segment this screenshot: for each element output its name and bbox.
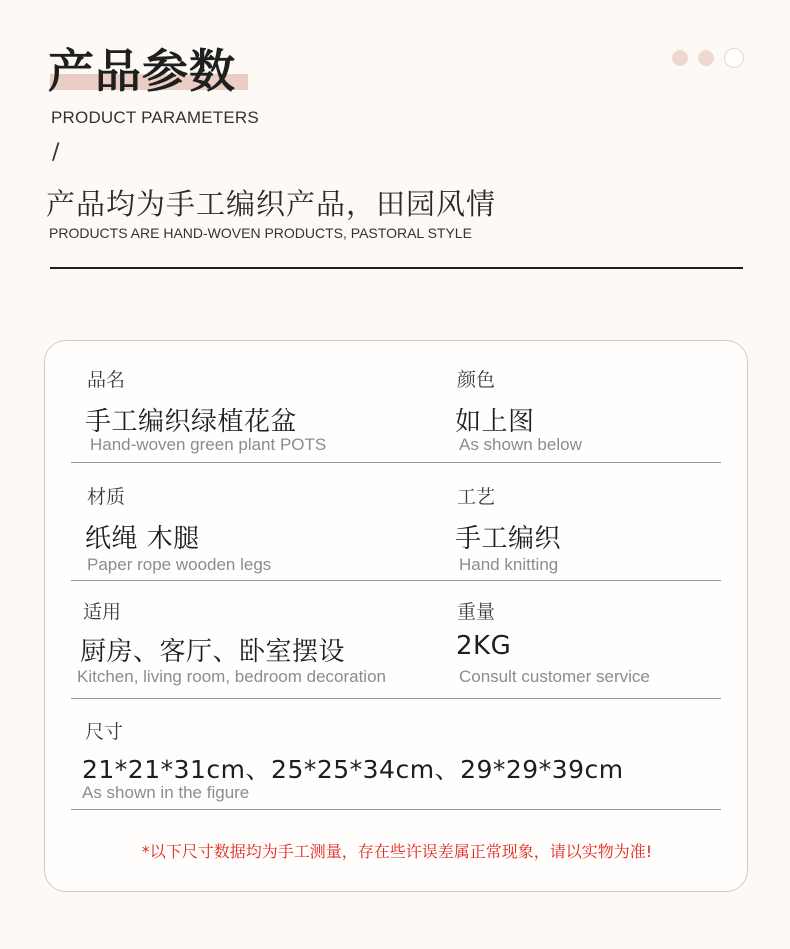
row-divider bbox=[71, 580, 721, 581]
row-divider bbox=[71, 462, 721, 463]
param-label-color: 颜色 bbox=[457, 369, 496, 391]
decorative-dots bbox=[672, 50, 744, 68]
param-value-craft-en: Hand knitting bbox=[459, 555, 559, 574]
param-value-size-en: As shown in the figure bbox=[82, 783, 250, 802]
header-divider bbox=[50, 267, 743, 269]
param-value-material: 纸绳 木腿 bbox=[85, 524, 200, 554]
param-value-usage-en: Kitchen, living room, bedroom decoration bbox=[77, 667, 386, 686]
measurement-note: *以下尺寸数据均为手工测量，存在些许误差属正常现象，请以实物为准! bbox=[141, 842, 653, 861]
dot-icon bbox=[698, 50, 714, 66]
param-value-name: 手工编织绿植花盆 bbox=[85, 407, 298, 437]
param-label-size: 尺寸 bbox=[85, 721, 124, 743]
parameters-card bbox=[44, 340, 748, 892]
subtitle: 产品均为手工编织产品，田园风情 bbox=[46, 187, 497, 221]
param-value-weight: 2KG bbox=[456, 631, 512, 661]
param-value-color: 如上图 bbox=[455, 407, 535, 437]
param-label-material: 材质 bbox=[87, 486, 126, 508]
param-value-name-en: Hand-woven green plant POTS bbox=[90, 435, 327, 454]
param-value-weight-en: Consult customer service bbox=[459, 667, 650, 686]
param-label-usage: 适用 bbox=[83, 601, 122, 623]
subtitle-en: PRODUCTS ARE HAND-WOVEN PRODUCTS, PASTORAL STYLE bbox=[49, 225, 472, 241]
param-label-name: 品名 bbox=[87, 369, 126, 391]
slash-divider: / bbox=[52, 140, 60, 165]
dot-outline-icon bbox=[724, 48, 744, 68]
param-value-color-en: As shown below bbox=[459, 435, 582, 454]
param-value-usage: 厨房、客厅、卧室摆设 bbox=[80, 637, 346, 667]
param-value-craft: 手工编织 bbox=[455, 524, 562, 554]
param-label-weight: 重量 bbox=[457, 601, 496, 623]
dot-icon bbox=[672, 50, 688, 66]
param-label-craft: 工艺 bbox=[457, 486, 496, 508]
param-value-material-en: Paper rope wooden legs bbox=[87, 555, 272, 574]
page-title-block bbox=[48, 40, 236, 102]
row-divider bbox=[71, 809, 721, 810]
page-title-en: PRODUCT PARAMETERS bbox=[51, 108, 259, 127]
row-divider bbox=[71, 698, 721, 699]
page-title: 产品参数 bbox=[48, 44, 236, 98]
param-value-size: 21*21*31cm、25*25*34cm、29*29*39cm bbox=[82, 755, 624, 784]
